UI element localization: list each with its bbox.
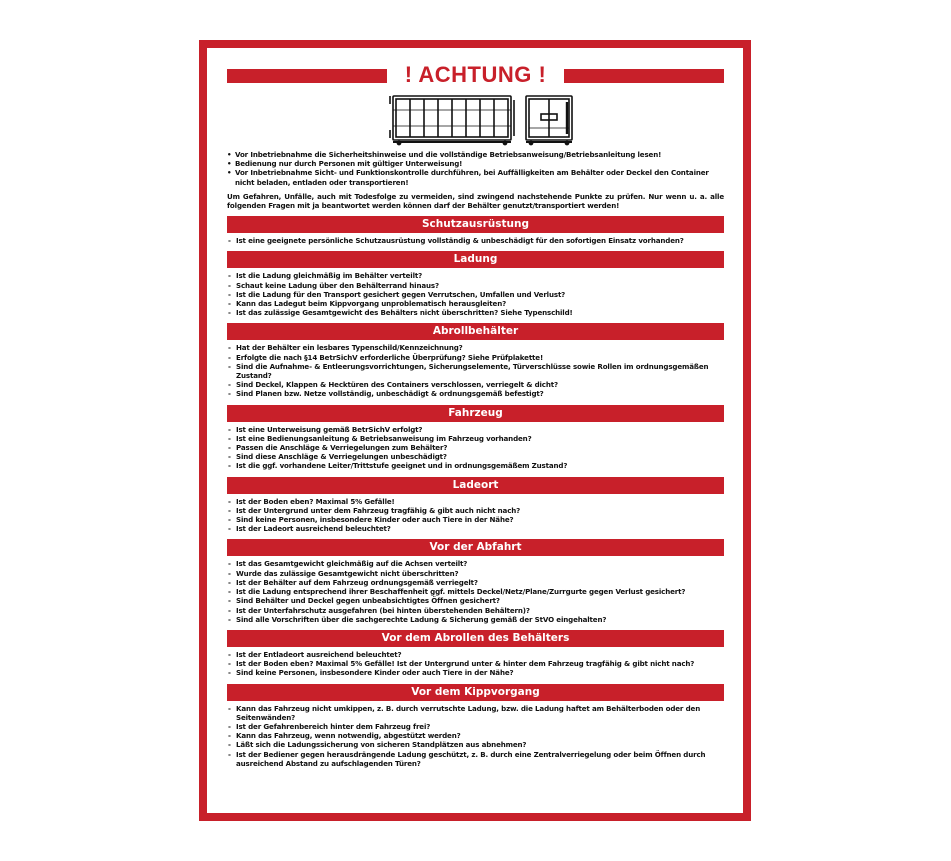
- section-items: [227, 704, 724, 768]
- section-items: [227, 236, 724, 245]
- check-item: - Ist die Ladung für den Transport gesichert gegen Verrutschen, Umfallen und Verlust?: [227, 290, 724, 299]
- check-item: - Ist der Gefahrenbereich hinter dem Fahrzeug frei?: [227, 722, 724, 731]
- section-items: [227, 650, 724, 678]
- general-rule: • Vor Inbetriebnahme die Sicherheitshinweise und die vollständige Betriebsanweisung/Betriebsanleitung lesen!: [227, 150, 724, 159]
- check-item: - Ist der Untergrund unter dem Fahrzeug tragfähig & gibt auch nicht nach?: [227, 506, 724, 515]
- check-item: - Läßt sich die Ladungssicherung von sicheren Standplätzen aus abnehmen?: [227, 740, 724, 749]
- check-item: - Schaut keine Ladung über den Behälterrand hinaus?: [227, 281, 724, 290]
- general-rule: • Bedienung nur durch Personen mit gültiger Unterweisung!: [227, 159, 724, 168]
- section-heading: Vor dem Abrollen des Behälters: [227, 630, 724, 647]
- section-vor-der-abfahrt: [227, 539, 724, 623]
- check-item: - Ist die ggf. vorhandene Leiter/Trittstufe geeignet und in ordnungsgemäßem Zustand?: [227, 461, 724, 470]
- check-item: - Sind Deckel, Klappen & Hecktüren des Containers verschlossen, verriegelt & dicht?: [227, 380, 724, 389]
- section-abrollbehaelter: [227, 323, 724, 398]
- section-items: [227, 559, 724, 623]
- section-items: [227, 425, 724, 471]
- check-item: - Hat der Behälter ein lesbares Typenschild/Kennzeichnung?: [227, 343, 724, 352]
- title-row: [227, 62, 724, 87]
- section-items: [227, 343, 724, 398]
- check-item: - Ist der Behälter auf dem Fahrzeug ordnungsgemäß verriegelt?: [227, 578, 724, 587]
- check-item: - Erfolgte die nach §14 BetrSichV erforderliche Überprüfung? Siehe Prüfplakette!: [227, 353, 724, 362]
- intro-text: Um Gefahren, Unfälle, auch mit Todesfolge zu vermeiden, sind zwingend nachstehende Punkte zu prüfen. Nur wenn u. a. alle folgenden Fragen mit ja beantwortet werden können darf der Behälter genutzt/transportiert werden!: [227, 191, 724, 211]
- section-vor-dem-abrollen: [227, 630, 724, 678]
- check-item: - Sind Behälter und Deckel gegen unbeabsichtigtes Öffnen gesichert?: [227, 596, 724, 605]
- section-ladung: [227, 251, 724, 317]
- general-rule: • Vor Inbetriebnahme Sicht- und Funktionskontrolle durchführen, bei Auffälligkeiten am Behälter oder Deckel den Container nicht beladen, entladen oder transportieren!: [227, 168, 724, 186]
- check-item: - Sind alle Vorschriften über die sachgerechte Ladung & Sicherung gemäß der StVO eingehalten?: [227, 615, 724, 624]
- check-item: - Sind keine Personen, insbesondere Kinder oder auch Tiere in der Nähe?: [227, 668, 724, 677]
- section-heading: Schutzausrüstung: [227, 216, 724, 233]
- section-ladeort: [227, 477, 724, 534]
- check-item: - Kann das Fahrzeug nicht umkippen, z. B. durch verrutschte Ladung, bzw. die Ladung haftet am Behälterboden oder den Seitenwänden?: [227, 704, 724, 722]
- check-item: - Ist der Unterfahrschutz ausgefahren (bei hinten überstehenden Behältern)?: [227, 606, 724, 615]
- check-item: - Ist eine Bedienungsanleitung & Betriebsanweisung im Fahrzeug vorhanden?: [227, 434, 724, 443]
- section-heading: Ladung: [227, 251, 724, 268]
- section-heading: Vor dem Kippvorgang: [227, 684, 724, 701]
- check-item: - Wurde das zulässige Gesamtgewicht nicht überschritten?: [227, 569, 724, 578]
- check-item: - Sind die Aufnahme- & Entleerungsvorrichtungen, Sicherungselemente, Türverschlüsse sowie Rollen im ordnungsgemäßen Zustand?: [227, 362, 724, 380]
- section-heading: Ladeort: [227, 477, 724, 494]
- check-item: - Ist der Boden eben? Maximal 5% Gefälle!: [227, 497, 724, 506]
- check-item: - Ist die Ladung gleichmäßig im Behälter verteilt?: [227, 271, 724, 280]
- check-item: - Passen die Anschläge & Verriegelungen zum Behälter?: [227, 443, 724, 452]
- section-items: [227, 497, 724, 534]
- section-heading: Fahrzeug: [227, 405, 724, 422]
- check-item: - Ist der Ladeort ausreichend beleuchtet?: [227, 524, 724, 533]
- roll-off-container-side-icon: [390, 96, 514, 145]
- container-icons: [227, 90, 724, 146]
- roll-off-container-rear-icon: [526, 96, 572, 145]
- page-title: ! ACHTUNG !: [404, 62, 547, 87]
- check-item: - Sind diese Anschläge & Verriegelungen unbeschädigt?: [227, 452, 724, 461]
- check-item: - Ist der Bediener gegen herausdrängende Ladung geschützt, z. B. durch eine Zentralverriegelung oder beim Öffnen durch ausreichend Abstand zu aufschlagenden Türen?: [227, 750, 724, 768]
- check-item: - Ist eine geeignete persönliche Schutzausrüstung vollständig & unbeschädigt für den sofortigen Einsatz vorhanden?: [227, 236, 724, 245]
- check-item: - Ist die Ladung entsprechend ihrer Beschaffenheit ggf. mittels Deckel/Netz/Plane/Zurrgurte gegen Verlust gesichert?: [227, 587, 724, 596]
- check-item: - Kann das Fahrzeug, wenn notwendig, abgestützt werden?: [227, 731, 724, 740]
- warning-sign: [199, 40, 751, 821]
- check-item: - Ist eine Unterweisung gemäß BetrSichV erfolgt?: [227, 425, 724, 434]
- check-item: - Sind Planen bzw. Netze vollständig, unbeschädigt & ordnungsgemäß befestigt?: [227, 389, 724, 398]
- sign-content: [227, 62, 724, 768]
- check-item: - Ist der Entladeort ausreichend beleuchtet?: [227, 650, 724, 659]
- section-schutzausruestung: [227, 216, 724, 245]
- section-items: [227, 271, 724, 317]
- check-item: - Ist das Gesamtgewicht gleichmäßig auf die Achsen verteilt?: [227, 559, 724, 568]
- section-heading: Vor der Abfahrt: [227, 539, 724, 556]
- section-heading: Abrollbehälter: [227, 323, 724, 340]
- section-fahrzeug: [227, 405, 724, 471]
- check-item: - Kann das Ladegut beim Kippvorgang unproblematisch herausgleiten?: [227, 299, 724, 308]
- check-item: - Ist das zulässige Gesamtgewicht des Behälters nicht überschritten? Siehe Typenschild!: [227, 308, 724, 317]
- general-rules-list: [227, 150, 724, 187]
- check-item: - Ist der Boden eben? Maximal 5% Gefälle! Ist der Untergrund unter & hinter dem Fahrzeug tragfähig & gibt nicht nach?: [227, 659, 724, 668]
- section-vor-dem-kippvorgang: [227, 684, 724, 768]
- check-item: - Sind keine Personen, insbesondere Kinder oder auch Tiere in der Nähe?: [227, 515, 724, 524]
- container-illustration: [227, 90, 724, 146]
